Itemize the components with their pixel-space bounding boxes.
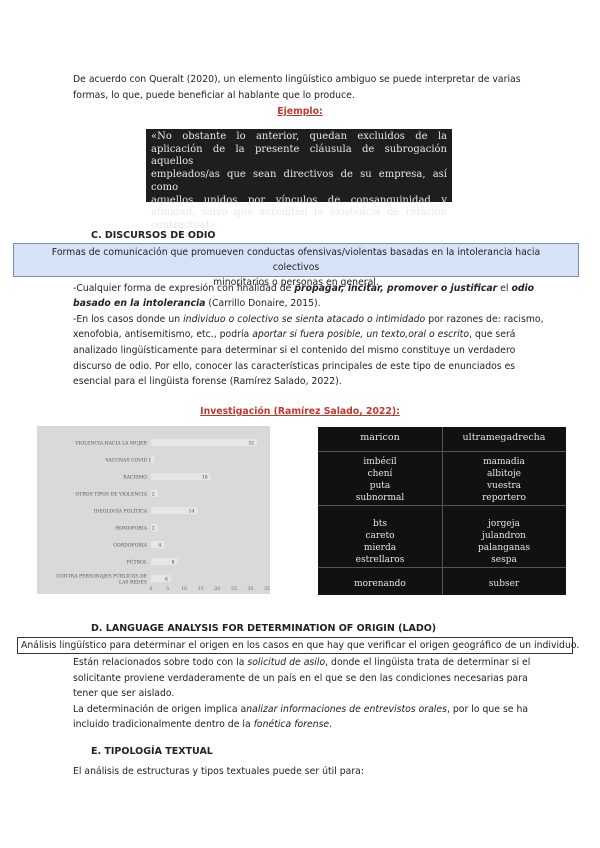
row-divider — [318, 505, 566, 506]
quote-line: contractual». — [151, 219, 219, 231]
table-cell: albitoje — [486, 469, 522, 479]
text-run: , por lo que se ha — [446, 704, 529, 715]
section-d-line-2: solicitante proviene verdaderamente de un país en el que se den las condiciones necesarias para — [73, 673, 528, 684]
bar-value-label: 6 — [165, 577, 168, 583]
table-cell: bts — [373, 519, 387, 529]
definition-line-1: Formas de comunicación que promueven conductas ofensivas/violentas basadas en la intolerancia hacia colectivos — [51, 247, 541, 273]
category-label: LAS REDES — [119, 580, 147, 586]
x-tick-label: 10 — [181, 587, 188, 592]
section-c-bullet-2-line-4: discurso de odio. Por ello, conocer las características principales de este tipo de enunciados es — [73, 361, 516, 372]
table-cell: estrellaros — [355, 555, 405, 565]
table-cell: reportero — [482, 493, 526, 503]
emphasis: propagar, incitar, promover o justificar — [294, 283, 498, 294]
table-cell: subser — [488, 579, 520, 589]
text-run: La determinación de origen implica a — [73, 704, 247, 715]
bar-value-label: 32 — [248, 441, 255, 447]
chart-bar — [151, 575, 171, 582]
text-run: (Carrillo Donaire, 2015). — [205, 298, 321, 309]
emphasis: solicitud de asilo — [247, 657, 326, 668]
section-c-definition — [13, 243, 579, 288]
section-d-title: D. LANGUAGE ANALYSIS FOR DETERMINATION OF ORIGIN (LADO) — [91, 623, 437, 634]
example-label: Ejemplo: — [277, 106, 323, 117]
quote-line: aplicación de la presente cláusula de subrogación aquellos — [151, 143, 447, 168]
text-run: . — [329, 719, 333, 730]
text-run: , donde el lingüista trata de determinar si el — [325, 657, 531, 668]
hate-speech-bar-chart — [37, 426, 270, 594]
table-cell: puta — [369, 481, 391, 491]
table-cell: jorgeja — [488, 519, 520, 529]
hate-words-table — [318, 427, 566, 595]
text-run: , que será — [469, 329, 516, 340]
category-label: VIOLENCIA HACIA LA MUJER — [75, 441, 147, 447]
column-divider — [442, 427, 443, 595]
section-e-title: E. TIPOLOGÍA TEXTUAL — [91, 746, 213, 757]
x-tick-label: 25 — [230, 587, 237, 592]
chart-canvas — [37, 426, 270, 594]
bar-value-label: 18 — [201, 475, 208, 481]
section-d-definition: Análisis lingüístico para determinar el origen en los casos en que hay que verificar el origen geográfico de un individuo. — [17, 637, 573, 654]
row-divider — [318, 567, 566, 568]
category-label: HOMOFOBIA — [115, 526, 147, 532]
example-quote — [146, 129, 452, 231]
intro-line-1: De acuerdo con Queralt (2020), un elemento lingüístico ambiguo se puede interpretar de varias — [73, 74, 521, 85]
category-label: OTROS TIPOS DE VIOLENCIA — [75, 492, 147, 498]
x-tick-label: 30 — [247, 587, 254, 592]
x-tick-label: 20 — [214, 587, 221, 592]
investigation-label: Investigación (Ramírez Salado, 2022): — [200, 406, 400, 417]
x-tick-label: 15 — [197, 587, 204, 592]
x-tick-label: 5 — [166, 587, 170, 592]
table-header-left: maricon — [360, 432, 400, 443]
category-label: CONTRA PERSONAJES PÚBLICOS DE — [56, 574, 147, 580]
table-cell: chení — [367, 469, 393, 479]
category-label: VACUNAS COVID — [105, 458, 147, 464]
bar-value-label: 4 — [158, 543, 162, 549]
emphasis: aportar si fuera posible, un texto,oral o escrito — [252, 329, 470, 340]
emphasis: basado en la intolerancia — [73, 298, 206, 309]
emphasis: fonética forense — [253, 719, 330, 730]
chart-bar — [151, 439, 257, 446]
text-run: xenofobia, antisemitismo, etc., podría — [73, 329, 253, 340]
table-cell: morenando — [354, 579, 406, 589]
emphasis: nalizar informaciones de entrevistos orales — [246, 704, 447, 715]
bar-value-label: 1 — [148, 458, 152, 464]
section-c-bullet-2-line-1 — [73, 312, 544, 327]
category-label: GORDOFOBIA — [113, 543, 147, 549]
bar-value-label: 2 — [151, 526, 155, 532]
quote-line: empleados/as que sean directivos de su empresa, así como — [151, 169, 447, 193]
section-d-line-1 — [73, 655, 530, 670]
table-cell: vuestra — [486, 481, 522, 491]
section-c-bullet-1-line-1 — [73, 281, 534, 296]
text-run: -Cualquier forma de expresión con finalidad de — [73, 283, 295, 294]
header-divider — [318, 451, 566, 452]
quote-line: afinidad, salvo que acrediten la existencia de relación — [151, 207, 447, 219]
quote-line: «No obstante lo anterior, quedan excluidos de la — [151, 131, 447, 142]
intro-line-2: formas, lo que, puede beneficiar al hablante que lo produce. — [73, 90, 355, 101]
x-tick-label: 0 — [149, 587, 153, 592]
section-e-line-1: El análisis de estructuras y tipos textuales puede ser útil para: — [73, 766, 365, 777]
bar-value-label: 2 — [151, 492, 155, 498]
table-cell: julandron — [482, 531, 526, 541]
section-c-bullet-2-line-2 — [73, 327, 516, 342]
table-header-right: ultramegadrecha — [462, 432, 546, 443]
table-cell: careto — [365, 531, 395, 541]
text-run: incluido tradicionalmente dentro de la — [73, 719, 254, 730]
table-cell: mamadia — [483, 457, 525, 467]
category-label: RACISMO — [123, 475, 147, 481]
category-label: IDEOLOGÍA POLÍTICA — [93, 509, 147, 515]
quote-line: aquellos unidos por vínculos de consanguinidad y — [151, 194, 447, 206]
section-d-line-3: tener que ser aislado. — [73, 688, 175, 699]
text-run: el — [497, 283, 512, 294]
category-label: FÚTBOL — [126, 560, 147, 566]
section-c-title: C. DISCURSOS DE ODIO — [91, 230, 216, 241]
section-c-bullet-2-line-3: analizado lingüísticamente para determinar si el contenido del mismo constituye un verdadero — [73, 345, 516, 356]
x-tick-label: 35 — [264, 587, 270, 592]
table-cell: subnormal — [355, 493, 405, 503]
chart-bar — [151, 456, 154, 463]
text-run: -En los casos donde un — [73, 314, 184, 325]
definition-line-2: minoritarios o personas en general. — [213, 277, 379, 288]
section-c-bullet-2-line-5: esencial para el lingüista forense (Ramírez Salado, 2022). — [73, 376, 342, 387]
table-cell: mierda — [363, 543, 397, 553]
section-d-line-5 — [73, 717, 332, 732]
table-cell: imbécil — [363, 457, 397, 467]
table-cell: palanganas — [477, 543, 531, 553]
section-d-line-4 — [73, 702, 528, 717]
bar-value-label: 8 — [171, 560, 175, 566]
text-run: Están relacionados sobre todo con la — [73, 657, 248, 668]
section-c-bullet-1-line-2 — [73, 296, 321, 311]
emphasis: individuo o colectivo se sienta atacado o intimidado — [183, 314, 426, 325]
table-cell: sespa — [491, 555, 517, 565]
emphasis: odio — [511, 283, 535, 294]
bar-value-label: 14 — [188, 509, 195, 515]
text-run: por razones de: racismo, — [425, 314, 544, 325]
